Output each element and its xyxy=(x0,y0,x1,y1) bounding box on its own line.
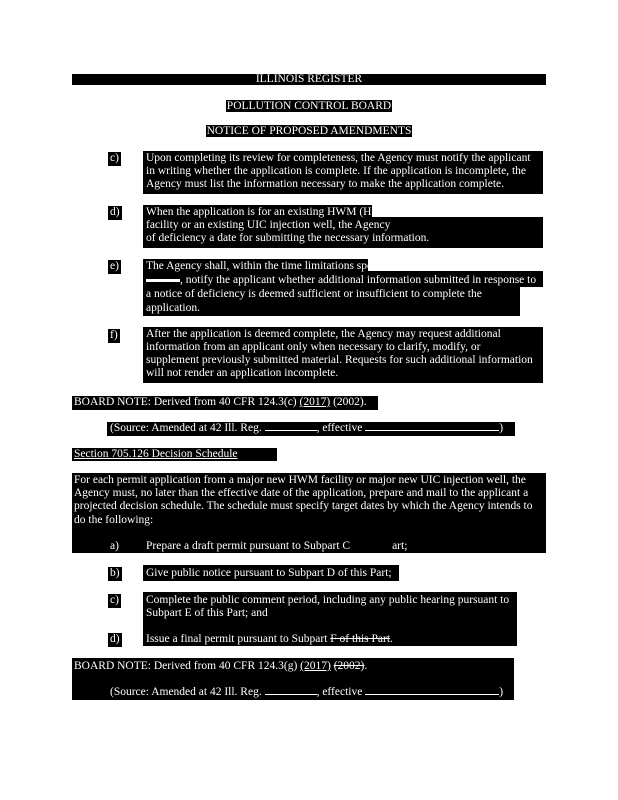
source-1-date-blank xyxy=(365,430,499,431)
item-c-line-2: in writing whether the application is complete. If the application is incomplete, the xyxy=(146,165,527,177)
item-f-line-2: information from an applicant only when necessary to clarify, modify, or xyxy=(146,341,481,353)
source-2-middle: , effective xyxy=(316,686,366,698)
source-2-reg-blank xyxy=(265,694,317,695)
item-f-line-1: After the application is deemed complete, the Agency may request additional xyxy=(146,328,501,340)
item-d-gap xyxy=(372,205,544,217)
item-e-line-4: application. xyxy=(146,302,200,314)
item-d-line-3: of deficiency a date for submitting the necessary information. xyxy=(146,232,430,244)
source-2-suffix: ) xyxy=(499,686,504,698)
notice-title-text: NOTICE OF PROPOSED AMENDMENTS xyxy=(206,125,412,137)
board-note-1 xyxy=(74,396,367,410)
item-c-line-1: Upon completing its review for completeness, the Agency must notify the applicant xyxy=(146,152,531,164)
item-f-line-4: will not render an application incomplete. xyxy=(146,367,339,379)
decision-item-c-line-2: Subpart E of this Part; and xyxy=(146,607,268,619)
item-e-line-3: a notice of deficiency is deemed sufficient or insufficient to complete the xyxy=(146,288,482,300)
item-f-line-3: supplement previously submitted material. Requests for such additional information xyxy=(146,354,533,366)
item-e-redaction xyxy=(146,279,180,282)
source-1 xyxy=(110,422,503,436)
source-1-reg-blank xyxy=(265,430,317,431)
board-note-2-suffix: . xyxy=(364,660,368,672)
section-body-line-1: For each permit application from a major new HWM facility or major new UIC injection well, the xyxy=(74,474,526,486)
decision-item-d-struck: F of this Part xyxy=(330,633,391,645)
source-2-prefix: (Source: Amended at 42 Ill. Reg. xyxy=(110,686,265,698)
decision-item-c-line-1: Complete the public comment period, including any public hearing pursuant to xyxy=(146,594,510,606)
notice-title xyxy=(0,125,618,138)
decision-item-d xyxy=(146,633,393,647)
board-note-2-struck: (2002) xyxy=(333,660,365,672)
item-d-line-1: When the application is for an existing HWM (Hazar xyxy=(146,206,391,218)
decision-item-b: Give public notice pursuant to Subpart D of this Part; xyxy=(146,567,392,579)
board-note-1-inserted: (2017) xyxy=(299,396,331,408)
source-2-date-blank xyxy=(365,694,499,695)
decision-item-a-text-1: Prepare a draft permit pursuant to Subpart C xyxy=(146,540,351,552)
board-title-text: POLLUTION CONTROL BOARD xyxy=(226,100,392,112)
item-e-label: e) xyxy=(110,260,119,272)
board-note-2-inserted: (2017) xyxy=(300,660,331,672)
item-d-label: d) xyxy=(110,206,120,218)
decision-item-d-suffix: . xyxy=(390,633,393,645)
register-title xyxy=(0,73,618,86)
item-d-line-2: facility or an existing UIC injection well, the Agency xyxy=(146,219,391,231)
source-1-suffix: ) xyxy=(499,422,504,434)
decision-item-a-label: a) xyxy=(110,540,119,552)
section-body-line-2: Agency must, no later than the effective date of the application, prepare and mail to the applicant a xyxy=(74,487,529,499)
item-e-line-1: The Agency shall, within the time limitations specifi xyxy=(146,260,388,272)
item-c-label: c) xyxy=(110,152,119,164)
item-e-line-2 xyxy=(146,274,536,288)
item-e-line-2-text: , notify the applicant whether additional information submitted in response to xyxy=(180,274,537,286)
board-note-1-prefix: BOARD NOTE: Derived from 40 CFR 124.3(c) xyxy=(74,396,300,408)
decision-item-b-label: b) xyxy=(110,567,120,579)
register-title-text: ILLINOIS REGISTER xyxy=(255,73,363,85)
decision-item-a-text-2: art; xyxy=(392,540,408,552)
item-e-gap-2 xyxy=(520,287,544,317)
source-2 xyxy=(110,686,503,700)
item-e-gap xyxy=(368,259,544,271)
section-title: Section 705.126 Decision Schedule xyxy=(74,448,238,460)
item-f-label: f) xyxy=(110,329,118,341)
board-title xyxy=(0,100,618,113)
decision-item-c-label: c) xyxy=(110,594,119,606)
decision-item-d-prefix: Issue a final permit pursuant to Subpart xyxy=(146,633,331,645)
section-body-line-4: do the following: xyxy=(74,514,154,526)
decision-item-d-label: d) xyxy=(110,633,120,645)
source-1-middle: , effective xyxy=(316,422,366,434)
item-c-line-3: Agency must list the information necessary to make the application complete. xyxy=(146,178,504,190)
board-note-2 xyxy=(74,660,367,674)
board-note-2-prefix: BOARD NOTE: Derived from 40 CFR 124.3(g) xyxy=(74,660,301,672)
source-1-prefix: (Source: Amended at 42 Ill. Reg. xyxy=(110,422,265,434)
section-body-line-3: projected decision schedule. The schedule must specify target dates by which the Agency intends to xyxy=(74,500,533,512)
decision-item-a xyxy=(146,540,407,554)
board-note-1-suffix: (2002). xyxy=(330,396,367,408)
